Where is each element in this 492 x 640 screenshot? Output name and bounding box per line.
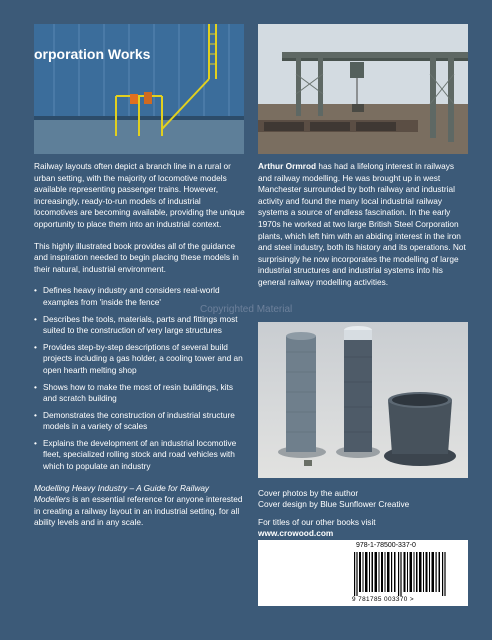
ean-digits: 9 781785 003370 > bbox=[352, 596, 415, 603]
list-item: • Defines heavy industry and considers real-world examples from 'inside the fence' bbox=[34, 285, 220, 307]
list-item: • Explains the development of an industrial locomotive fleet, specialized rolling stock and road vehicles with which to populate an industry bbox=[34, 437, 237, 472]
list-item: • Shows how to make the most of resin buildings, kits and scratch building bbox=[34, 381, 233, 404]
bullet-icon: • bbox=[34, 313, 37, 324]
titles-line: For titles of our other books visit bbox=[258, 517, 376, 527]
building-sign: orporation Works bbox=[34, 46, 151, 62]
design-credit: Cover design by Blue Sunflower Creative bbox=[258, 499, 410, 510]
watermark: Copyrighted Material bbox=[200, 304, 293, 315]
closing-paragraph: Modelling Heavy Industry – A Guide for Railway Modellers is an essential reference for anyone interested in creating a railway layout in an industrial setting, for all ability levels and in any scale. bbox=[34, 482, 243, 528]
list-item: • Demonstrates the construction of industrial structure models in a variety of scales bbox=[34, 409, 235, 432]
cover-credits bbox=[258, 488, 470, 511]
intro-paragraph: Railway layouts often depict a branch line in a rural or urban setting, with the majority of locomotive models available representing passenger trains. However, increasingly, ready-to-run models of industrial locomotives are becoming available, providing the unique opportunity to place them into an industrial context. bbox=[34, 161, 245, 229]
cooling-tower-models-illustration bbox=[258, 322, 468, 478]
book-title: Modelling Heavy Industry – A Guide for Railway Modellers bbox=[34, 482, 210, 505]
publisher-link[interactable]: www.crowood.com bbox=[258, 528, 334, 539]
industrial-building-illustration bbox=[34, 24, 244, 154]
gantry-crane-illustration bbox=[258, 24, 468, 154]
back-cover-blurb bbox=[34, 161, 246, 539]
isbn-number: 978-1-78500-337-0 bbox=[356, 542, 416, 549]
bullet-icon: • bbox=[34, 341, 37, 352]
list-item: • Provides step-by-step descriptions of several build projects including a gas holder, a cooling tower and an open hearth melting shop bbox=[34, 341, 243, 375]
photo-credit: Cover photos by the author bbox=[258, 488, 359, 498]
guidance-paragraph: This highly illustrated book provides all of the guidance and inspiration needed to begin placing these models in their natural, industrial environment. bbox=[34, 240, 239, 274]
cover-photo-industrial-building bbox=[34, 24, 244, 154]
cover-photo-gantry-crane bbox=[258, 24, 468, 154]
bullet-icon: • bbox=[34, 409, 37, 420]
barcode-icon bbox=[354, 552, 454, 596]
bullet-icon: • bbox=[34, 381, 37, 392]
list-item: • Describes the tools, materials, parts and fittings most suited to the construction of very large structures bbox=[34, 313, 238, 336]
isbn-barcode bbox=[258, 540, 468, 606]
author-biography bbox=[258, 161, 470, 299]
author-bio-text: has had a lifelong interest in railways and railway modelling. He was brought up in west Manchester surrounded by both railway and industrial activity and found the many local industrial railway systems a source of endless fascination. In the early 1970s he worked at two large British Steel Corporation plants, which left him with an abiding interest in the iron and steel industry, both its history and its operations. Not surprisingly he now incorporates the modelling of large industrial structures and industrial systems into his general railway modelling activities. bbox=[258, 161, 466, 287]
publisher-info bbox=[258, 517, 470, 540]
author-name: Arthur Ormrod bbox=[258, 161, 317, 171]
bullet-icon: • bbox=[34, 437, 37, 448]
cover-photo-models bbox=[258, 322, 468, 478]
bullet-icon: • bbox=[34, 285, 37, 296]
